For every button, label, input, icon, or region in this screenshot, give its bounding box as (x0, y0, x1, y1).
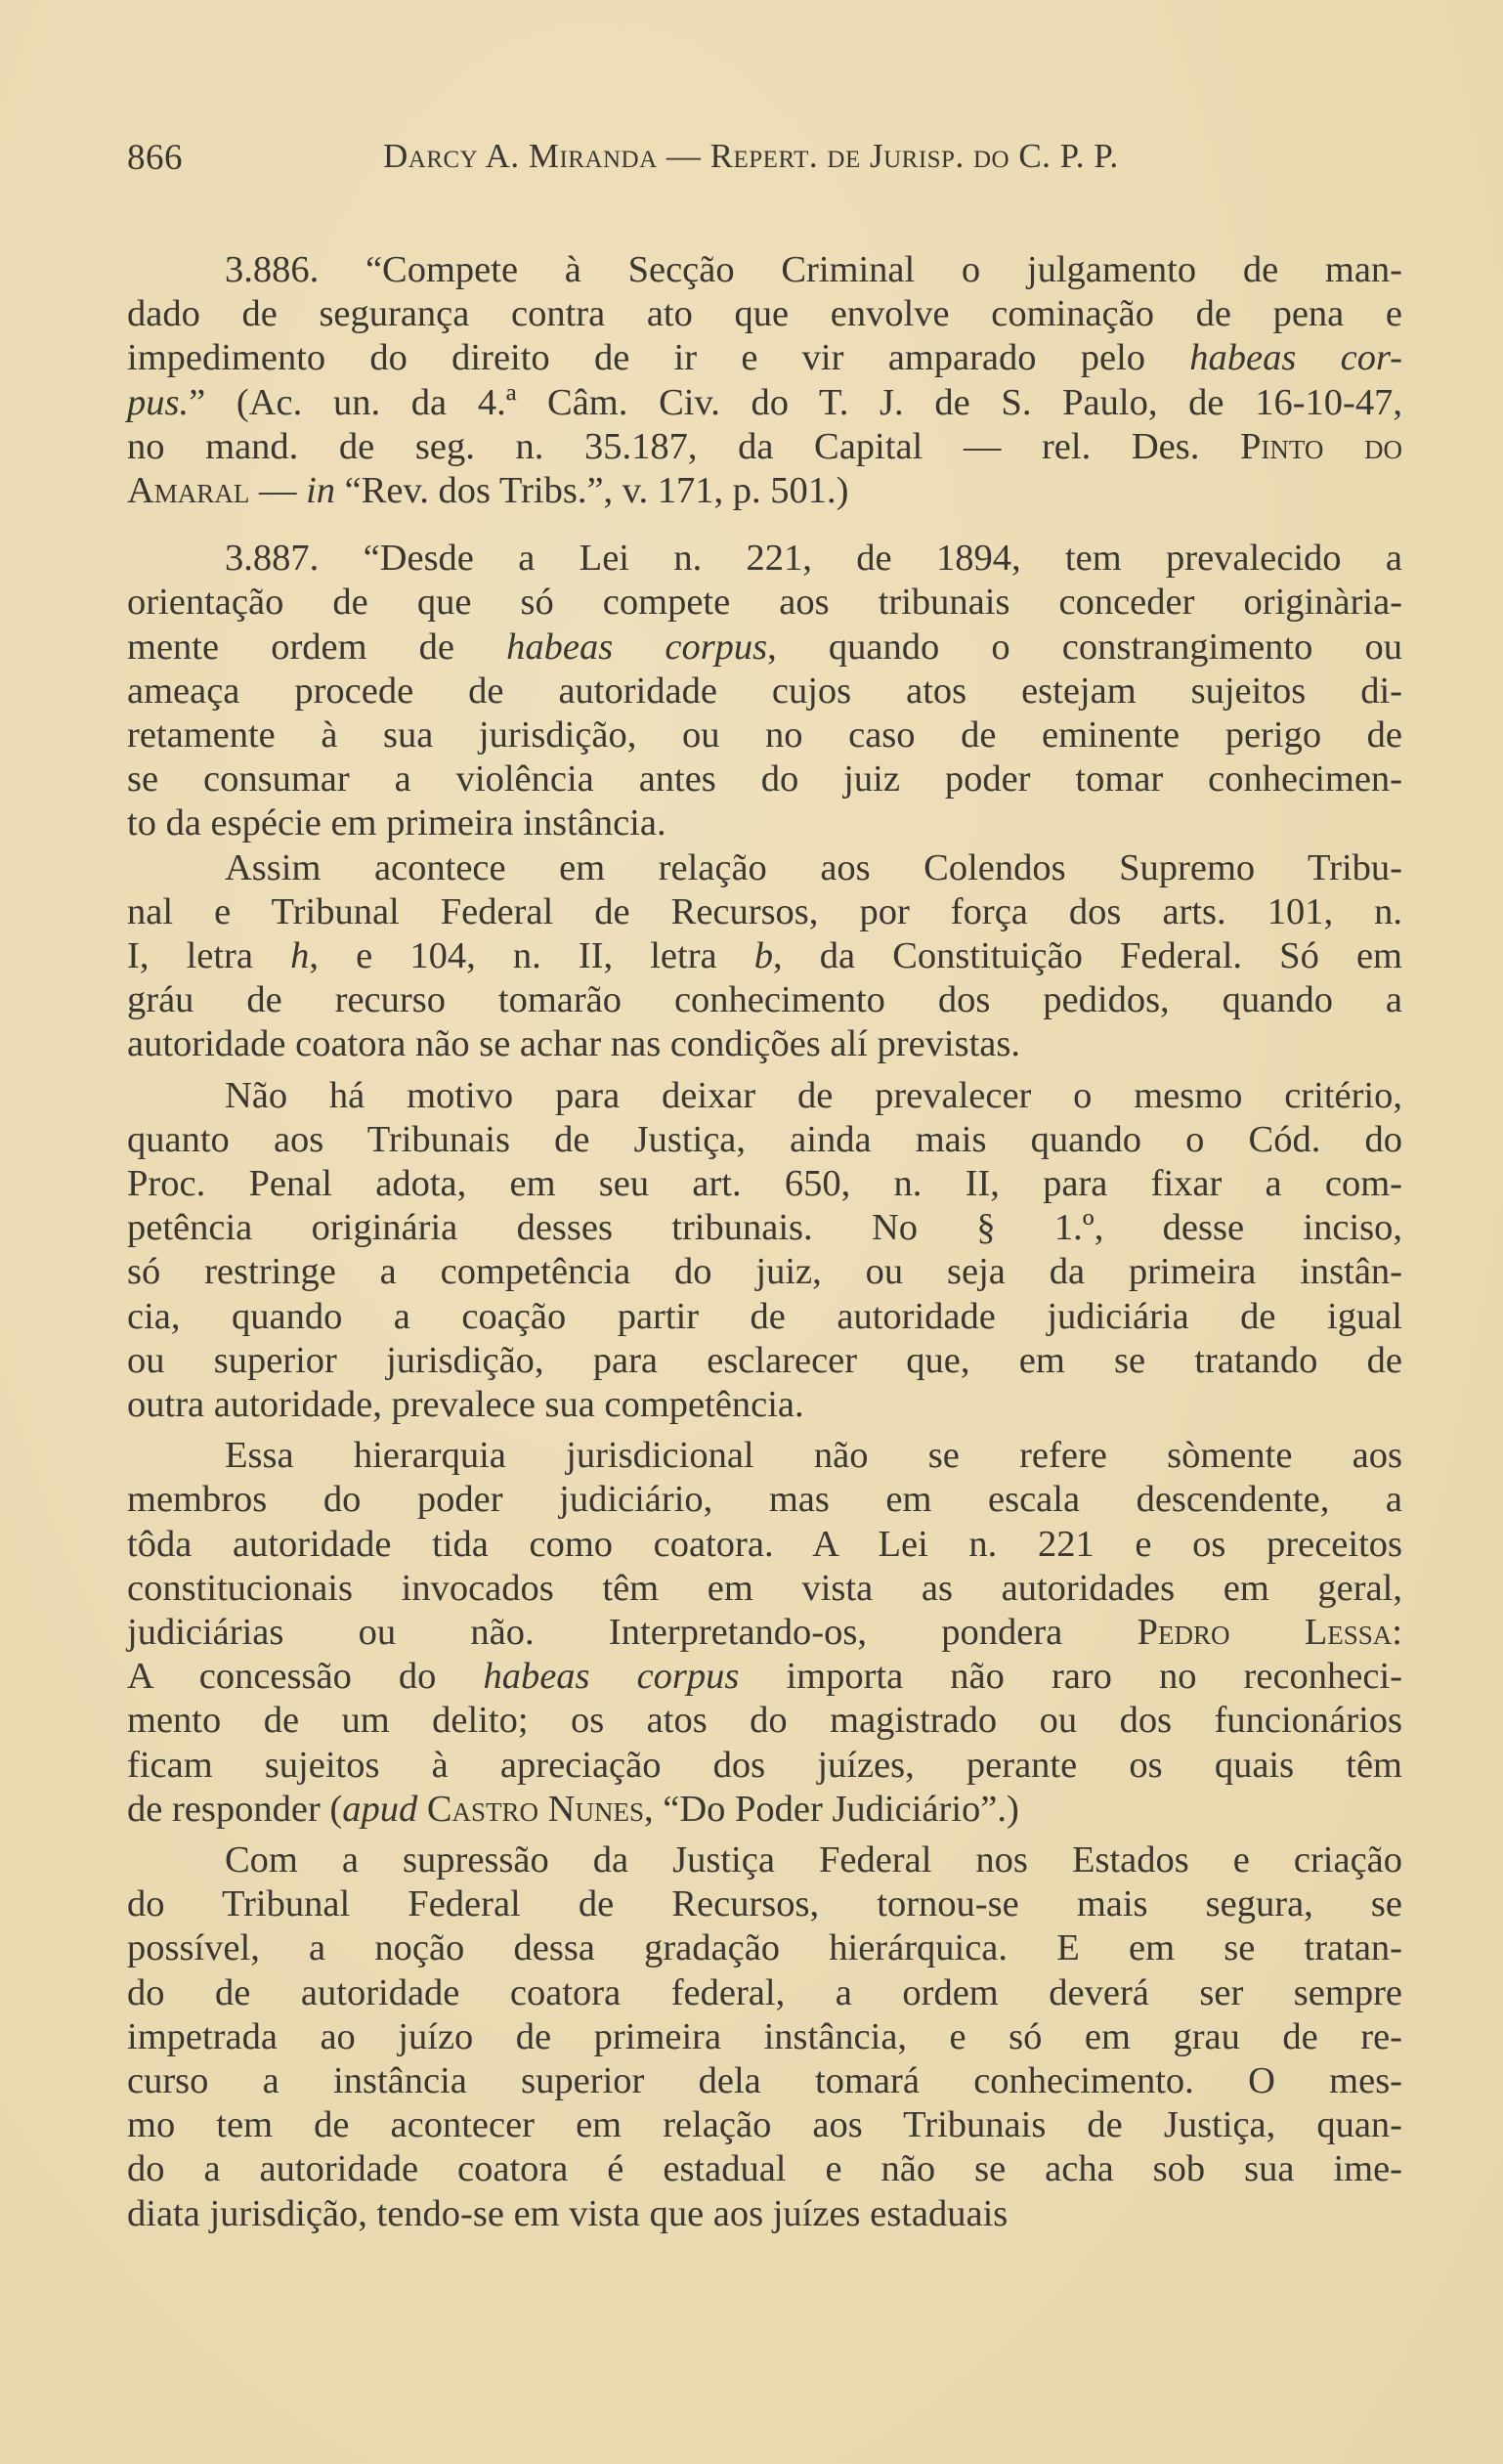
text-segment: no mand. de seg. n. 35.187, da Capital — rel. Des. (127, 425, 1240, 467)
text-line (127, 1205, 1402, 1250)
text-segment: cia, quando a coação partir de autoridade judiciária de igual (127, 1295, 1402, 1337)
text-line (127, 2058, 1402, 2103)
small-caps-name: Pinto do (1239, 425, 1402, 467)
text-segment: se consumar a violência antes do juiz poder tomar conhecimen- (127, 758, 1402, 800)
text-segment: constitucionais invocados têm em vista as autoridades em geral, (127, 1567, 1402, 1609)
text-segment: tôda autoridade tida como coatora. A Lei n. 221 e os preceitos (127, 1523, 1402, 1565)
text-line (127, 1021, 1402, 1066)
italic-text: habeas corpus (506, 626, 768, 668)
text-line (127, 625, 1402, 670)
text-line (127, 1610, 1402, 1655)
text-segment: , da Constituição Federal. Só em (773, 935, 1402, 976)
text-segment: Essa hierarquia jurisdicional não se refere sòmente aos (225, 1435, 1402, 1477)
text-line (127, 1073, 1402, 1118)
text-segment: autoridade coatora não se achar nas condições alí previstas. (127, 1023, 1020, 1065)
text-line (127, 1522, 1402, 1567)
text-line (127, 1881, 1402, 1926)
text-line (127, 1787, 1402, 1832)
text-segment: mente ordem de (127, 626, 507, 668)
small-caps-name: Castro Nunes (426, 1788, 644, 1830)
text-line (127, 1654, 1402, 1699)
italic-text: b (753, 935, 773, 976)
text-segment: do Tribunal Federal de Recursos, tornou-se mais segura, se (127, 1883, 1402, 1925)
text-segment: petência originária desses tribunais. No § 1.º, desse inciso, (127, 1207, 1402, 1249)
text-segment: ou superior jurisdição, para esclarecer que, em se tratando de (127, 1339, 1402, 1381)
text-segment: ameaça procede de autoridade cujos atos estejam sujeitos di- (127, 670, 1402, 712)
text-segment: mo tem de acontecer em relação aos Tribunais de Justiça, quan- (127, 2104, 1402, 2146)
text-segment: — (249, 470, 307, 511)
text-line (127, 1433, 1402, 1478)
text-segment: importa não raro no reconheci- (739, 1656, 1403, 1698)
text-line (127, 1925, 1402, 1970)
text-segment: só restringe a competência do juiz, ou seja da primeira instân- (127, 1251, 1402, 1293)
text-segment: I, letra (127, 935, 291, 976)
italic-text: apud (342, 1788, 418, 1830)
text-segment: , “Do Poder Judiciário”.) (643, 1788, 1019, 1830)
text-line (127, 1294, 1402, 1339)
text-segment: mento de um delito; os atos do magistrado ou dos funcionários (127, 1700, 1402, 1742)
text-line (127, 2191, 1402, 2236)
text-line (127, 1117, 1402, 1162)
text-segment: do de autoridade coatora federal, a ordem deverá ser sempre (127, 1971, 1402, 2013)
text-line (127, 713, 1402, 757)
text-line (127, 536, 1402, 581)
small-caps-name: Amaral (127, 470, 250, 511)
text-segment: judiciárias ou não. Interpretando-os, pondera (127, 1612, 1138, 1653)
text-segment: impedimento do direito de ir e vir amparado pelo (127, 337, 1190, 379)
text-line (127, 1249, 1402, 1294)
text-segment: ficam sujeitos à apreciação dos juízes, perante os quais têm (127, 1744, 1402, 1786)
text-segment: Assim acontece em relação aos Colendos Supremo Tribu- (225, 846, 1402, 888)
text-segment: Com a supressão da Justiça Federal nos Estados e criação (225, 1839, 1402, 1880)
text-line (127, 800, 1402, 845)
text-line (127, 1477, 1402, 1522)
text-line (127, 1382, 1402, 1427)
text-segment: nal e Tribunal Federal de Recursos, por força dos arts. 101, n. (127, 890, 1402, 932)
text-line (127, 1837, 1402, 1882)
text-line (127, 977, 1402, 1022)
text-line (127, 335, 1402, 380)
italic-text: in (306, 470, 336, 511)
text-segment: 3.886. “Compete à Secção Criminal o julgamento de man- (225, 249, 1402, 290)
text-segment: do a autoridade coatora é estadual e não se acha sob sua ime- (127, 2148, 1402, 2190)
text-segment: , e 104, n. II, letra (309, 935, 754, 976)
text-segment: curso a instância superior dela tomará conhecimento. O mes- (127, 2060, 1402, 2101)
text-line (127, 424, 1402, 469)
text-line (127, 2146, 1402, 2191)
text-segment: impetrada ao juízo de primeira instância, e só em grau de re- (127, 2015, 1402, 2057)
text-segment: to da espécie em primeira instância. (127, 802, 666, 844)
text-segment: gráu de recurso tomarão conhecimento dos pedidos, quando a (127, 979, 1402, 1021)
text-segment: quanto aos Tribunais de Justiça, ainda mais quando o Cód. do (127, 1118, 1402, 1160)
text-line (127, 2102, 1402, 2147)
text-segment (417, 1789, 427, 1830)
text-line (127, 845, 1402, 890)
text-line (127, 669, 1402, 713)
text-line (127, 1970, 1402, 2015)
small-caps-name: Pedro Lessa (1137, 1612, 1393, 1653)
text-line (127, 2014, 1402, 2059)
text-segment: orientação de que só compete aos tribunais conceder originària- (127, 582, 1402, 624)
running-header (127, 137, 1402, 180)
text-line (127, 1743, 1402, 1788)
page-number: 866 (127, 138, 183, 178)
text-line (127, 1566, 1402, 1611)
text-line (127, 1698, 1402, 1743)
italic-text: habeas corpus (483, 1656, 740, 1698)
text-line (127, 933, 1402, 978)
text-segment: retamente à sua jurisdição, ou no caso de eminente perigo de (127, 714, 1402, 756)
text-segment: Proc. Penal adota, em seu art. 650, n. II, para fixar a com- (127, 1163, 1402, 1204)
text-line (127, 756, 1402, 801)
text-segment: diata jurisdição, tendo-se em vista que aos juízes estaduais (127, 2192, 1009, 2234)
text-line (127, 291, 1402, 336)
text-segment: , quando o constrangimento ou (767, 626, 1403, 668)
italic-text: pus. (127, 381, 190, 423)
text-line (127, 1161, 1402, 1206)
text-line (127, 580, 1402, 625)
text-line (127, 889, 1402, 934)
text-segment: de responder ( (127, 1788, 343, 1830)
text-line (127, 247, 1402, 292)
text-segment: possível, a noção dessa gradação hierárquica. E em se tratan- (127, 1927, 1402, 1969)
italic-text: habeas cor- (1189, 337, 1402, 379)
text-segment: 3.887. “Desde a Lei n. 221, de 1894, tem prevalecido a (225, 538, 1402, 580)
text-segment: outra autoridade, prevalece sua competência. (127, 1384, 804, 1425)
text-segment: membros do poder judiciário, mas em escala descendente, a (127, 1479, 1402, 1521)
text-segment: dado de segurança contra ato que envolve cominação de pena e (127, 293, 1402, 335)
text-segment: A concessão do (127, 1656, 484, 1698)
text-segment: : (1392, 1612, 1402, 1653)
italic-text: h (290, 935, 310, 976)
text-line (127, 468, 1402, 513)
text-line (127, 1338, 1402, 1383)
text-segment: “Rev. dos Tribs.”, v. 171, p. 501.) (335, 470, 849, 511)
text-segment: ” (Ac. un. da 4.ª Câm. Civ. do T. J. de S. Paulo, de 16-10-47, (189, 381, 1402, 423)
running-title: Darcy A. Miranda — Repert. de Jurisp. do C. P. P. (383, 137, 1119, 175)
text-line (127, 380, 1402, 425)
text-segment: Não há motivo para deixar de prevalecer o mesmo critério, (225, 1074, 1402, 1116)
